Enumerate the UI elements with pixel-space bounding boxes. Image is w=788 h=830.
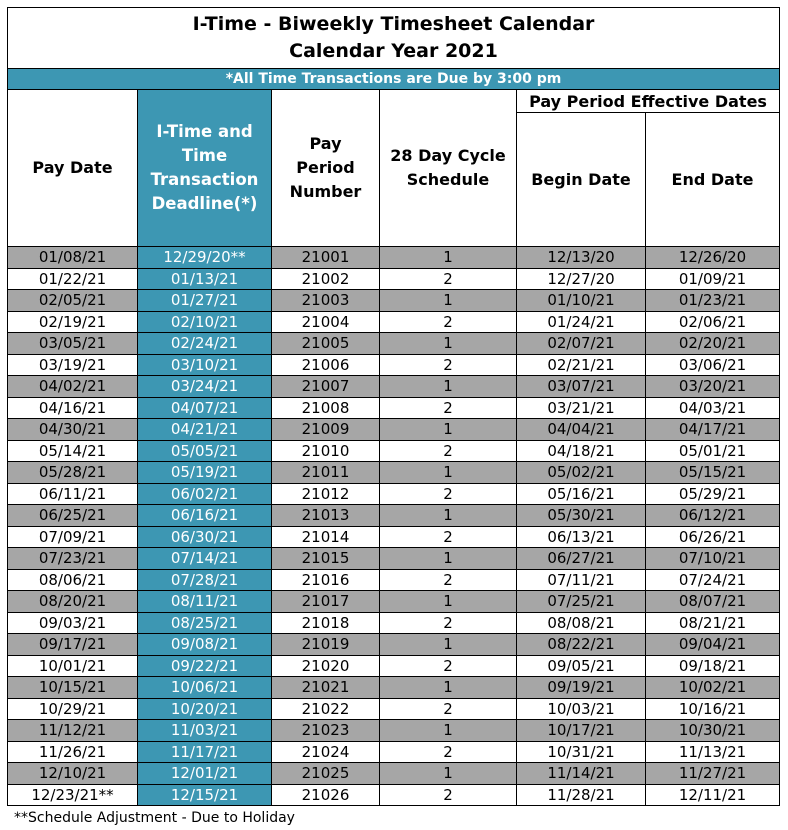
cell-pay-date: 12/23/21** bbox=[8, 784, 138, 806]
cell-end-date: 01/09/21 bbox=[646, 268, 780, 290]
table-row bbox=[8, 655, 780, 677]
cell-deadline: 03/10/21 bbox=[138, 354, 272, 376]
cell-pay-period: 21015 bbox=[272, 548, 380, 570]
cell-pay-period: 21023 bbox=[272, 720, 380, 742]
cell-pay-date: 07/09/21 bbox=[8, 526, 138, 548]
cell-begin-date: 07/25/21 bbox=[517, 591, 646, 613]
cell-end-date: 11/13/21 bbox=[646, 741, 780, 763]
cell-begin-date: 10/17/21 bbox=[517, 720, 646, 742]
cell-cycle: 1 bbox=[380, 376, 517, 398]
cell-end-date: 02/20/21 bbox=[646, 333, 780, 355]
cell-pay-period: 21012 bbox=[272, 483, 380, 505]
cell-deadline: 03/24/21 bbox=[138, 376, 272, 398]
table-row bbox=[8, 419, 780, 441]
table-row bbox=[8, 268, 780, 290]
cell-cycle: 2 bbox=[380, 612, 517, 634]
cell-end-date: 03/20/21 bbox=[646, 376, 780, 398]
title-line-2: Calendar Year 2021 bbox=[289, 40, 498, 62]
cell-deadline: 12/01/21 bbox=[138, 763, 272, 785]
cell-end-date: 10/02/21 bbox=[646, 677, 780, 699]
cell-pay-period: 21006 bbox=[272, 354, 380, 376]
table-row bbox=[8, 505, 780, 527]
table-row bbox=[8, 763, 780, 785]
cell-deadline: 06/02/21 bbox=[138, 483, 272, 505]
cell-cycle: 1 bbox=[380, 720, 517, 742]
cell-pay-period: 21014 bbox=[272, 526, 380, 548]
cell-begin-date: 11/28/21 bbox=[517, 784, 646, 806]
cell-deadline: 06/30/21 bbox=[138, 526, 272, 548]
cell-deadline: 02/24/21 bbox=[138, 333, 272, 355]
cell-begin-date: 05/16/21 bbox=[517, 483, 646, 505]
table-body bbox=[8, 247, 780, 806]
cell-begin-date: 02/07/21 bbox=[517, 333, 646, 355]
cell-pay-period: 21017 bbox=[272, 591, 380, 613]
cell-cycle: 1 bbox=[380, 462, 517, 484]
cell-deadline: 04/07/21 bbox=[138, 397, 272, 419]
cell-end-date: 07/10/21 bbox=[646, 548, 780, 570]
cell-deadline: 08/25/21 bbox=[138, 612, 272, 634]
cell-deadline: 12/15/21 bbox=[138, 784, 272, 806]
cell-cycle: 1 bbox=[380, 247, 517, 269]
cell-deadline: 05/19/21 bbox=[138, 462, 272, 484]
cell-pay-date: 06/25/21 bbox=[8, 505, 138, 527]
cell-end-date: 04/03/21 bbox=[646, 397, 780, 419]
cell-pay-date: 08/20/21 bbox=[8, 591, 138, 613]
cell-pay-period: 21026 bbox=[272, 784, 380, 806]
cell-cycle: 2 bbox=[380, 354, 517, 376]
cell-cycle: 1 bbox=[380, 677, 517, 699]
cell-pay-date: 06/11/21 bbox=[8, 483, 138, 505]
table-row bbox=[8, 397, 780, 419]
cell-deadline: 01/13/21 bbox=[138, 268, 272, 290]
cell-pay-period: 21018 bbox=[272, 612, 380, 634]
cell-cycle: 2 bbox=[380, 526, 517, 548]
cell-begin-date: 04/04/21 bbox=[517, 419, 646, 441]
cell-end-date: 09/04/21 bbox=[646, 634, 780, 656]
header-effective-dates: Pay Period Effective Dates bbox=[517, 90, 780, 113]
cell-pay-date: 10/15/21 bbox=[8, 677, 138, 699]
calendar-table bbox=[7, 7, 780, 806]
cell-end-date: 08/07/21 bbox=[646, 591, 780, 613]
cell-pay-date: 03/05/21 bbox=[8, 333, 138, 355]
table-row bbox=[8, 483, 780, 505]
cell-pay-date: 08/06/21 bbox=[8, 569, 138, 591]
cell-deadline: 11/03/21 bbox=[138, 720, 272, 742]
table-row bbox=[8, 720, 780, 742]
cell-begin-date: 07/11/21 bbox=[517, 569, 646, 591]
cell-begin-date: 05/02/21 bbox=[517, 462, 646, 484]
cell-end-date: 05/15/21 bbox=[646, 462, 780, 484]
cell-deadline: 10/06/21 bbox=[138, 677, 272, 699]
cell-cycle: 2 bbox=[380, 784, 517, 806]
table-row bbox=[8, 354, 780, 376]
cell-end-date: 09/18/21 bbox=[646, 655, 780, 677]
cell-pay-date: 12/10/21 bbox=[8, 763, 138, 785]
table-row bbox=[8, 376, 780, 398]
cell-begin-date: 09/19/21 bbox=[517, 677, 646, 699]
due-notice: *All Time Transactions are Due by 3:00 pm bbox=[8, 69, 780, 90]
cell-pay-date: 02/05/21 bbox=[8, 290, 138, 312]
header-deadline: I-Time and Time Transaction Deadline(*) bbox=[138, 90, 272, 247]
cell-cycle: 2 bbox=[380, 483, 517, 505]
cell-deadline: 02/10/21 bbox=[138, 311, 272, 333]
cell-pay-period: 21001 bbox=[272, 247, 380, 269]
cell-pay-date: 10/01/21 bbox=[8, 655, 138, 677]
cell-cycle: 2 bbox=[380, 268, 517, 290]
cell-end-date: 07/24/21 bbox=[646, 569, 780, 591]
table-row bbox=[8, 440, 780, 462]
cell-pay-date: 01/08/21 bbox=[8, 247, 138, 269]
cell-end-date: 06/12/21 bbox=[646, 505, 780, 527]
cell-pay-period: 21004 bbox=[272, 311, 380, 333]
cell-deadline: 08/11/21 bbox=[138, 591, 272, 613]
cell-pay-date: 01/22/21 bbox=[8, 268, 138, 290]
cell-pay-period: 21013 bbox=[272, 505, 380, 527]
table-row bbox=[8, 591, 780, 613]
cell-pay-date: 04/16/21 bbox=[8, 397, 138, 419]
title-line-1: I-Time - Biweekly Timesheet Calendar bbox=[192, 13, 595, 35]
header-begin-date: Begin Date bbox=[517, 113, 646, 247]
cell-deadline: 09/08/21 bbox=[138, 634, 272, 656]
cell-begin-date: 06/27/21 bbox=[517, 548, 646, 570]
cell-pay-period: 21024 bbox=[272, 741, 380, 763]
cell-cycle: 1 bbox=[380, 333, 517, 355]
cell-cycle: 1 bbox=[380, 505, 517, 527]
table-row bbox=[8, 247, 780, 269]
cell-pay-date: 09/17/21 bbox=[8, 634, 138, 656]
cell-cycle: 1 bbox=[380, 763, 517, 785]
cell-pay-period: 21025 bbox=[272, 763, 380, 785]
table-row bbox=[8, 290, 780, 312]
cell-pay-date: 11/12/21 bbox=[8, 720, 138, 742]
cell-cycle: 1 bbox=[380, 634, 517, 656]
cell-cycle: 2 bbox=[380, 440, 517, 462]
cell-end-date: 10/30/21 bbox=[646, 720, 780, 742]
cell-end-date: 12/11/21 bbox=[646, 784, 780, 806]
cell-pay-date: 05/14/21 bbox=[8, 440, 138, 462]
cell-cycle: 2 bbox=[380, 569, 517, 591]
cell-deadline: 04/21/21 bbox=[138, 419, 272, 441]
cell-begin-date: 01/10/21 bbox=[517, 290, 646, 312]
table-row bbox=[8, 612, 780, 634]
cell-end-date: 11/27/21 bbox=[646, 763, 780, 785]
cell-cycle: 1 bbox=[380, 419, 517, 441]
cell-begin-date: 05/30/21 bbox=[517, 505, 646, 527]
cell-begin-date: 09/05/21 bbox=[517, 655, 646, 677]
cell-pay-period: 21003 bbox=[272, 290, 380, 312]
cell-deadline: 07/14/21 bbox=[138, 548, 272, 570]
cell-begin-date: 12/13/20 bbox=[517, 247, 646, 269]
cell-end-date: 12/26/20 bbox=[646, 247, 780, 269]
footnote: **Schedule Adjustment - Due to Holiday bbox=[14, 810, 295, 826]
cell-pay-date: 09/03/21 bbox=[8, 612, 138, 634]
table-row bbox=[8, 634, 780, 656]
table-row bbox=[8, 698, 780, 720]
cell-begin-date: 03/21/21 bbox=[517, 397, 646, 419]
cell-end-date: 04/17/21 bbox=[646, 419, 780, 441]
header-pay-date: Pay Date bbox=[8, 90, 138, 247]
cell-pay-date: 04/02/21 bbox=[8, 376, 138, 398]
cell-begin-date: 10/03/21 bbox=[517, 698, 646, 720]
cell-end-date: 02/06/21 bbox=[646, 311, 780, 333]
table-row bbox=[8, 333, 780, 355]
cell-deadline: 05/05/21 bbox=[138, 440, 272, 462]
cell-end-date: 01/23/21 bbox=[646, 290, 780, 312]
cell-pay-period: 21016 bbox=[272, 569, 380, 591]
cell-deadline: 12/29/20** bbox=[138, 247, 272, 269]
cell-pay-date: 05/28/21 bbox=[8, 462, 138, 484]
cell-begin-date: 01/24/21 bbox=[517, 311, 646, 333]
cell-pay-date: 07/23/21 bbox=[8, 548, 138, 570]
cell-begin-date: 11/14/21 bbox=[517, 763, 646, 785]
cell-begin-date: 08/08/21 bbox=[517, 612, 646, 634]
cell-deadline: 11/17/21 bbox=[138, 741, 272, 763]
cell-deadline: 06/16/21 bbox=[138, 505, 272, 527]
cell-end-date: 05/29/21 bbox=[646, 483, 780, 505]
cell-end-date: 06/26/21 bbox=[646, 526, 780, 548]
cell-cycle: 2 bbox=[380, 698, 517, 720]
cell-end-date: 05/01/21 bbox=[646, 440, 780, 462]
cell-pay-date: 11/26/21 bbox=[8, 741, 138, 763]
header-end-date: End Date bbox=[646, 113, 780, 247]
cell-deadline: 09/22/21 bbox=[138, 655, 272, 677]
table-row bbox=[8, 462, 780, 484]
cell-deadline: 07/28/21 bbox=[138, 569, 272, 591]
header-pay-period-number: Pay Period Number bbox=[272, 90, 380, 247]
table-row bbox=[8, 741, 780, 763]
cell-end-date: 08/21/21 bbox=[646, 612, 780, 634]
cell-pay-period: 21009 bbox=[272, 419, 380, 441]
table-row bbox=[8, 677, 780, 699]
cell-pay-date: 10/29/21 bbox=[8, 698, 138, 720]
cell-cycle: 1 bbox=[380, 591, 517, 613]
cell-begin-date: 10/31/21 bbox=[517, 741, 646, 763]
cell-cycle: 2 bbox=[380, 397, 517, 419]
cell-end-date: 10/16/21 bbox=[646, 698, 780, 720]
cell-begin-date: 08/22/21 bbox=[517, 634, 646, 656]
cell-cycle: 2 bbox=[380, 741, 517, 763]
table-row bbox=[8, 569, 780, 591]
cell-cycle: 2 bbox=[380, 655, 517, 677]
cell-pay-period: 21019 bbox=[272, 634, 380, 656]
cell-begin-date: 03/07/21 bbox=[517, 376, 646, 398]
cell-pay-period: 21021 bbox=[272, 677, 380, 699]
cell-pay-period: 21011 bbox=[272, 462, 380, 484]
cell-pay-period: 21002 bbox=[272, 268, 380, 290]
page-title bbox=[8, 8, 780, 69]
cell-pay-period: 21005 bbox=[272, 333, 380, 355]
cell-pay-period: 21020 bbox=[272, 655, 380, 677]
cell-begin-date: 02/21/21 bbox=[517, 354, 646, 376]
cell-deadline: 01/27/21 bbox=[138, 290, 272, 312]
cell-cycle: 2 bbox=[380, 311, 517, 333]
cell-pay-period: 21008 bbox=[272, 397, 380, 419]
table-row bbox=[8, 784, 780, 806]
cell-cycle: 1 bbox=[380, 290, 517, 312]
cell-pay-period: 21010 bbox=[272, 440, 380, 462]
timesheet-calendar bbox=[7, 7, 779, 806]
cell-begin-date: 06/13/21 bbox=[517, 526, 646, 548]
table-row bbox=[8, 548, 780, 570]
table-row bbox=[8, 526, 780, 548]
cell-pay-period: 21007 bbox=[272, 376, 380, 398]
cell-end-date: 03/06/21 bbox=[646, 354, 780, 376]
cell-pay-date: 02/19/21 bbox=[8, 311, 138, 333]
cell-pay-date: 03/19/21 bbox=[8, 354, 138, 376]
cell-begin-date: 12/27/20 bbox=[517, 268, 646, 290]
header-cycle-schedule: 28 Day Cycle Schedule bbox=[380, 90, 517, 247]
cell-cycle: 1 bbox=[380, 548, 517, 570]
cell-begin-date: 04/18/21 bbox=[517, 440, 646, 462]
cell-pay-period: 21022 bbox=[272, 698, 380, 720]
cell-deadline: 10/20/21 bbox=[138, 698, 272, 720]
cell-pay-date: 04/30/21 bbox=[8, 419, 138, 441]
table-row bbox=[8, 311, 780, 333]
